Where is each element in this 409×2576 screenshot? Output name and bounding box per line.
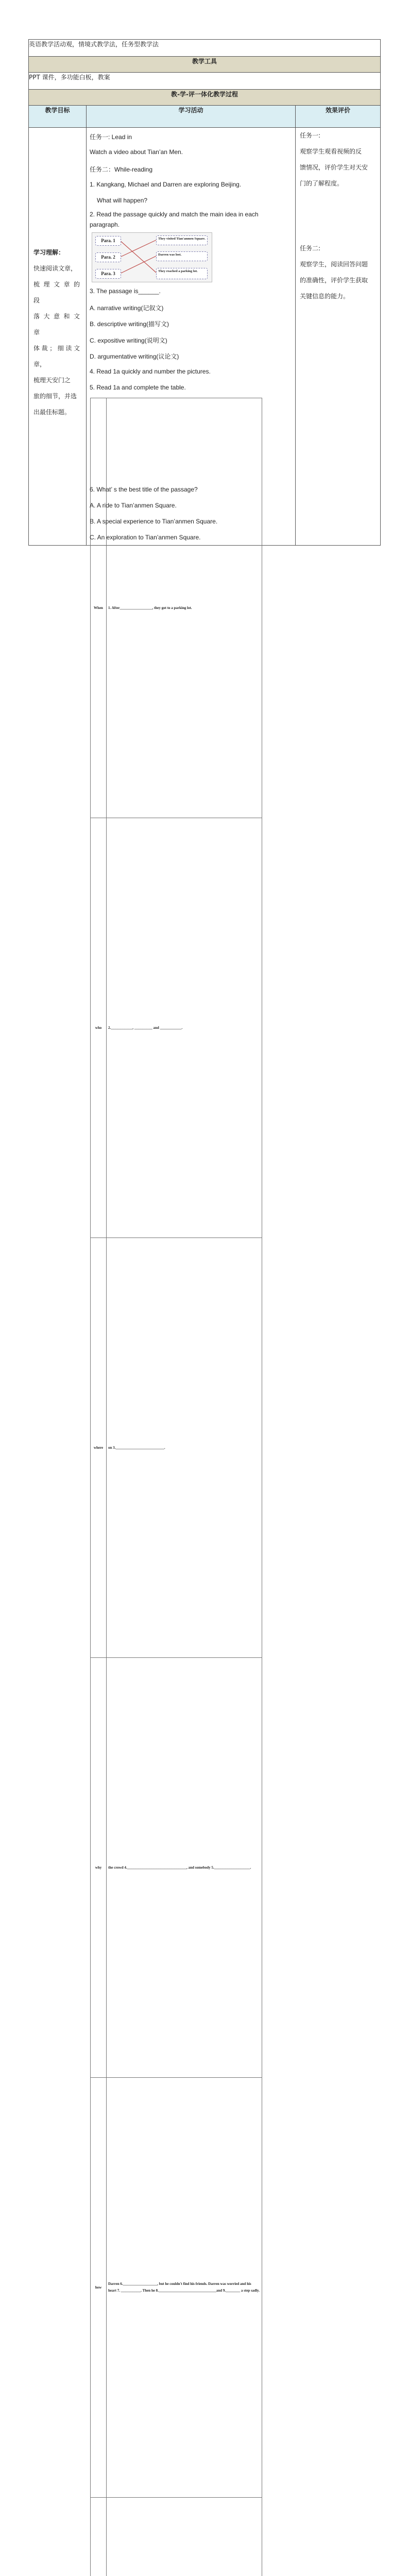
activities-cell (87, 128, 296, 546)
activity-line: 2. Read the passage quickly and match the main idea in each (90, 211, 259, 218)
evaluation-line: 的准确性，评价学生获取 (300, 273, 376, 289)
column-header-goal: 教学目标 (29, 106, 87, 128)
activity-line: B. A special experience to Tian’anmen Square. (90, 518, 217, 525)
goal-line: 体裁；细读文章， (33, 341, 80, 372)
goal-line: 旅的细节，并选 (33, 388, 80, 404)
match-line-2 (120, 240, 156, 257)
goal-line: 快速阅读文章， (33, 261, 80, 277)
activity-line: 6. What’ s the best title of the passage? (90, 486, 198, 493)
idea-box: They visited Tian'anmen Square. (156, 235, 208, 245)
evaluation-line: 门的了解程度。 (300, 176, 376, 192)
activity-line: 3. The passage is______. (90, 287, 161, 295)
goal-line: 落 大 意 和 文 章 (33, 309, 80, 341)
goal-line: 出最佳标题。 (33, 404, 80, 420)
table-row (91, 818, 262, 1238)
row-label: why (91, 1658, 107, 2078)
activity-line: What will happen? (97, 197, 147, 204)
page (0, 0, 409, 579)
match-figure (92, 232, 212, 282)
match-line-1 (120, 241, 156, 273)
idea-box: They reached a parking lot. (156, 268, 208, 279)
evaluation-cell (296, 128, 381, 546)
activity-line: A. A ride to Tian’anmen Square. (90, 502, 177, 509)
column-header-evaluation: 效果评价 (296, 106, 381, 128)
activity-line: D. argumentative writing(议论文) (90, 352, 179, 361)
evaluation-line: 馈情况，评价学生对天安 (300, 160, 376, 176)
row-text: 1. After__________________, they got to a parking lot. (107, 398, 262, 818)
activity-line: 任务二：While-reading (90, 165, 152, 174)
lesson-plan-table (28, 39, 381, 546)
evaluation-task-1 (300, 128, 376, 192)
row-label: who (91, 818, 107, 1238)
table-row (91, 2078, 262, 2498)
activity-line: 1. Kangkang, Michael and Darren are exploring Beijing. (90, 181, 241, 188)
evaluation-line: 观察学生，阅读回答问题 (300, 257, 376, 273)
evaluation-title: 任务二: (300, 241, 376, 257)
activity-line: C. An exploration to Tian’anmen Square. (90, 534, 200, 541)
row-text: 2.____________, __________ and ____________. (107, 818, 262, 1238)
activity-line: 任务一: Lead in (90, 132, 132, 141)
para-box: Para. 3 (95, 269, 121, 279)
tools-text: PPT 课件，多功能白板，教案 (29, 73, 381, 90)
reading-table (90, 398, 262, 2576)
goal-cell (29, 128, 87, 546)
evaluation-title: 任务一: (300, 128, 376, 144)
process-header: 教-学-评一体化教学过程 (29, 90, 381, 106)
row-label: how (91, 2078, 107, 2498)
idea-box: Darren was lost. (156, 251, 208, 261)
activity-line: Watch a video about Tian’an Men. (90, 148, 183, 156)
row-text: Darren 6.___________________, but he couldn't find his friends. Darren was worried and his heart 7. ___________. Then he 8.________________________________and 9.________ a step sadly. (107, 2078, 262, 2498)
activity-line: B. descriptive writing(描写文) (90, 319, 169, 328)
goal-text (33, 245, 80, 420)
table-row (91, 1658, 262, 2078)
para-box: Para. 1 (95, 236, 121, 246)
row-label: When (91, 398, 107, 818)
table-row (91, 1238, 262, 1658)
row-text: the crowd 4._________________________________, and somebody 5.____________________. (107, 1658, 262, 2078)
activity-line: C. expositive writing(说明文) (90, 336, 167, 345)
row-text: on 3.___________________________. (107, 1238, 262, 1658)
activity-line: A. narrative writing(记叙文) (90, 303, 163, 312)
evaluation-line: 观察学生观看视频的反 (300, 144, 376, 160)
para-box: Para. 2 (95, 252, 121, 262)
goal-line: 梳理天安门之 (33, 372, 80, 388)
activity-line: 5. Read 1a and complete the table. (90, 384, 186, 391)
table-row (91, 398, 262, 818)
evaluation-task-2 (300, 241, 376, 304)
column-header-activities: 学习活动 (87, 106, 296, 128)
row-text (107, 2498, 262, 2576)
methods-text: 英语教学活动观，情境式教学法，任务型教学法 (29, 40, 381, 57)
row-label (91, 2498, 107, 2576)
goal-title: 学习理解： (33, 245, 80, 261)
evaluation-line: 关键信息的能力。 (300, 289, 376, 304)
activity-line: 4. Read 1a quickly and number the pictures. (90, 368, 211, 375)
tools-header: 教学工具 (29, 57, 381, 73)
match-line-3 (120, 256, 156, 274)
row-label: where (91, 1238, 107, 1658)
table-row (91, 2498, 262, 2576)
activity-line: paragraph. (90, 221, 120, 228)
goal-line: 梳 理 文 章 的 段 (33, 277, 80, 309)
